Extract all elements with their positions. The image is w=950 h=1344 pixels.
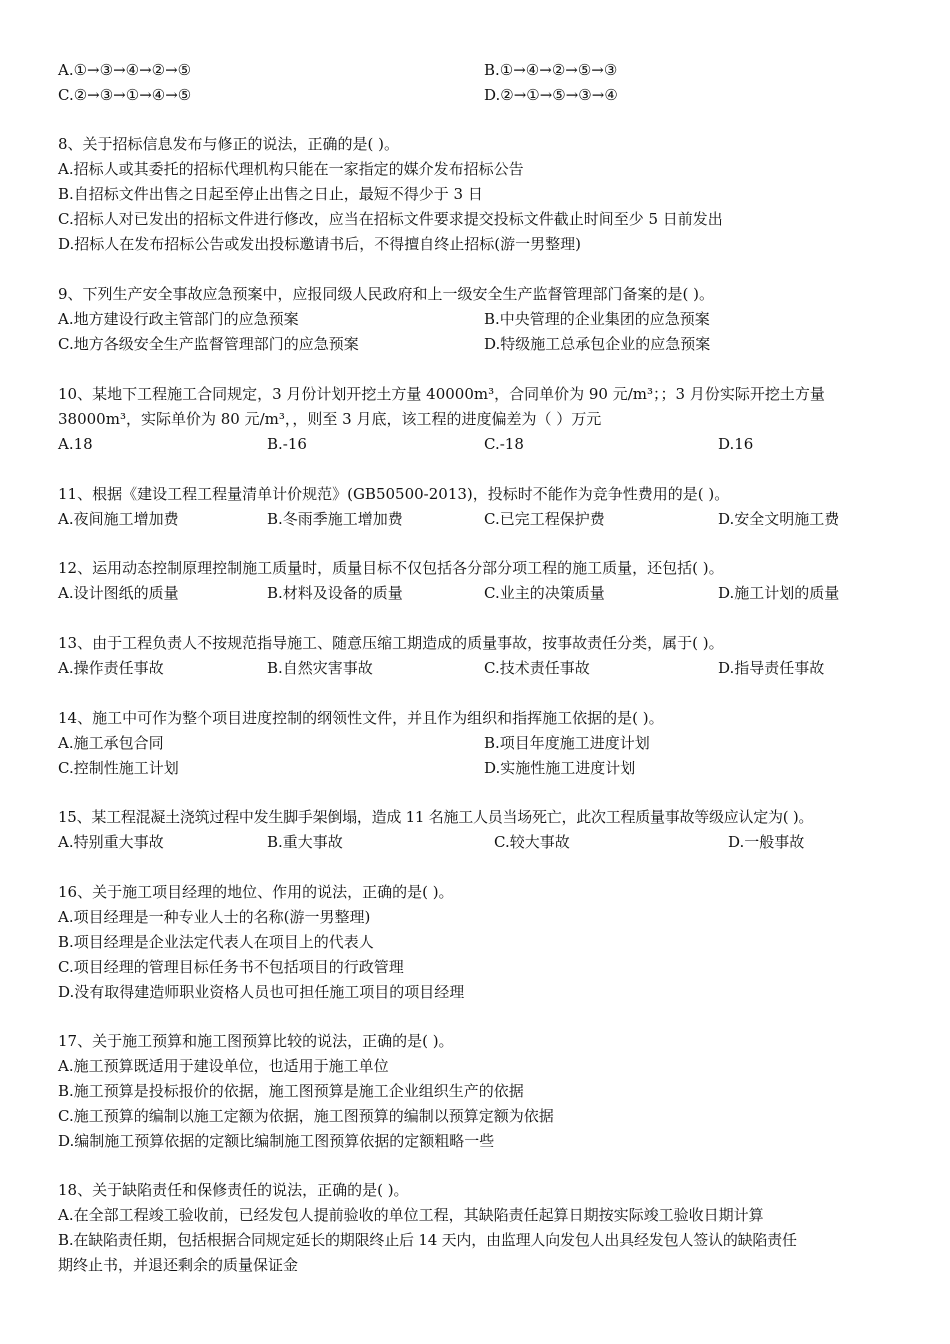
q8-stem: 8、关于招标信息发布与修正的说法，正确的是( )。 bbox=[58, 135, 400, 153]
q13-option-c: C.技术责任事故 bbox=[484, 659, 590, 677]
q9-option-a: A.地方建设行政主管部门的应急预案 bbox=[58, 310, 299, 328]
q9-stem: 9、下列生产安全事故应急预案中，应报同级人民政府和上一级安全生产监督管理部门备案的是( )。 bbox=[58, 285, 715, 303]
q8-option-c: C.招标人对已发出的招标文件进行修改，应当在招标文件要求提交投标文件截止时间至少 5 日前发出 bbox=[58, 210, 723, 228]
q18-stem: 18、关于缺陷责任和保修责任的说法，正确的是( )。 bbox=[58, 1181, 409, 1199]
q18-option-a: A.在全部工程竣工验收前，已经发包人提前验收的单位工程，其缺陷责任起算日期按实际竣工验收日期计算 bbox=[58, 1206, 764, 1224]
q11-option-c: C.已完工程保护费 bbox=[484, 510, 605, 528]
q7-option-a: A.①→③→④→②→⑤ bbox=[58, 61, 192, 79]
q16-stem: 16、关于施工项目经理的地位、作用的说法，正确的是( )。 bbox=[58, 883, 454, 901]
q9-option-b: B.中央管理的企业集团的应急预案 bbox=[484, 310, 710, 328]
q7-option-d: D.②→①→⑤→③→④ bbox=[484, 86, 618, 104]
q15-stem: 15、某工程混凝土浇筑过程中发生脚手架倒塌，造成 11 名施工人员当场死亡，此次工程质量事故等级应认定为( )。 bbox=[58, 808, 814, 826]
q14-option-a: A.施工承包合同 bbox=[58, 734, 164, 752]
q14-option-d: D.实施性施工进度计划 bbox=[484, 759, 636, 777]
q10-option-b: B.-16 bbox=[267, 435, 307, 453]
q17-option-a: A.施工预算既适用于建设单位，也适用于施工单位 bbox=[58, 1057, 389, 1075]
q15-option-d: D.一般事故 bbox=[728, 833, 805, 851]
q10-stem-line1: 10、某地下工程施工合同规定，3 月份计划开挖土方量 40000m³，合同单价为 90 元/m³；；3 月份实际开挖土方量 bbox=[58, 385, 825, 403]
q14-stem: 14、施工中可作为整个项目进度控制的纲领性文件，并且作为组织和指挥施工依据的是( )。 bbox=[58, 709, 664, 727]
q12-stem: 12、运用动态控制原理控制施工质量时，质量目标不仅包括各分部分项工程的施工质量，还包括( )。 bbox=[58, 559, 724, 577]
q15-option-c: C.较大事故 bbox=[494, 833, 570, 851]
q13-option-b: B.自然灾害事故 bbox=[267, 659, 373, 677]
q14-option-c: C.控制性施工计划 bbox=[58, 759, 179, 777]
q15-option-b: B.重大事故 bbox=[267, 833, 343, 851]
q10-option-a: A.18 bbox=[58, 435, 93, 453]
q10-stem-line2: 38000m³，实际单价为 80 元/m³，，则至 3 月底，该工程的进度偏差为（ ）万元 bbox=[58, 410, 602, 428]
q8-option-d: D.招标人在发布招标公告或发出投标邀请书后，不得擅自终止招标(游一男整理) bbox=[58, 235, 581, 253]
q12-option-b: B.材料及设备的质量 bbox=[267, 584, 403, 602]
q17-stem: 17、关于施工预算和施工图预算比较的说法，正确的是( )。 bbox=[58, 1032, 454, 1050]
q13-option-a: A.操作责任事故 bbox=[58, 659, 164, 677]
q10-option-c: C.-18 bbox=[484, 435, 524, 453]
q14-option-b: B.项目年度施工进度计划 bbox=[484, 734, 650, 752]
q17-option-d: D.编制施工预算依据的定额比编制施工图预算依据的定额粗略一些 bbox=[58, 1132, 495, 1150]
q9-option-c: C.地方各级安全生产监督管理部门的应急预案 bbox=[58, 335, 359, 353]
q7-option-c: C.②→③→①→④→⑤ bbox=[58, 86, 192, 104]
q11-option-a: A.夜间施工增加费 bbox=[58, 510, 179, 528]
q15-option-a: A.特别重大事故 bbox=[58, 833, 164, 851]
q13-stem: 13、由于工程负责人不按规范指导施工、随意压缩工期造成的质量事故，按事故责任分类，属于( )。 bbox=[58, 634, 724, 652]
q16-option-d: D.没有取得建造师职业资格人员也可担任施工项目的项目经理 bbox=[58, 983, 465, 1001]
q11-stem: 11、根据《建设工程工程量清单计价规范》(GB50500-2013)，投标时不能作为竞争性费用的是( )。 bbox=[58, 485, 730, 503]
q16-option-c: C.项目经理的管理目标任务书不包括项目的行政管理 bbox=[58, 958, 404, 976]
q12-option-c: C.业主的决策质量 bbox=[484, 584, 605, 602]
q8-option-b: B.自招标文件出售之日起至停止出售之日止，最短不得少于 3 日 bbox=[58, 185, 483, 203]
q9-option-d: D.特级施工总承包企业的应急预案 bbox=[484, 335, 711, 353]
q13-option-d: D.指导责任事故 bbox=[718, 659, 825, 677]
q11-option-b: B.冬雨季施工增加费 bbox=[267, 510, 403, 528]
q16-option-a: A.项目经理是一种专业人士的名称(游一男整理) bbox=[58, 908, 371, 926]
q7-option-b: B.①→④→②→⑤→③ bbox=[484, 61, 618, 79]
q16-option-b: B.项目经理是企业法定代表人在项目上的代表人 bbox=[58, 933, 374, 951]
q12-option-a: A.设计图纸的质量 bbox=[58, 584, 179, 602]
q18-option-b-line2: 期终止书，并退还剩余的质量保证金 bbox=[58, 1256, 299, 1274]
q18-option-b-line1: B.在缺陷责任期，包括根据合同规定延长的期限终止后 14 天内，由监理人向发包人出具经发包人签认的缺陷责任 bbox=[58, 1231, 797, 1249]
q17-option-b: B.施工预算是投标报价的依据，施工图预算是施工企业组织生产的依据 bbox=[58, 1082, 524, 1100]
q8-option-a: A.招标人或其委托的招标代理机构只能在一家指定的媒介发布招标公告 bbox=[58, 160, 524, 178]
q11-option-d: D.安全文明施工费 bbox=[718, 510, 840, 528]
q10-option-d: D.16 bbox=[718, 435, 754, 453]
q17-option-c: C.施工预算的编制以施工定额为依据，施工图预算的编制以预算定额为依据 bbox=[58, 1107, 554, 1125]
q12-option-d: D.施工计划的质量 bbox=[718, 584, 840, 602]
